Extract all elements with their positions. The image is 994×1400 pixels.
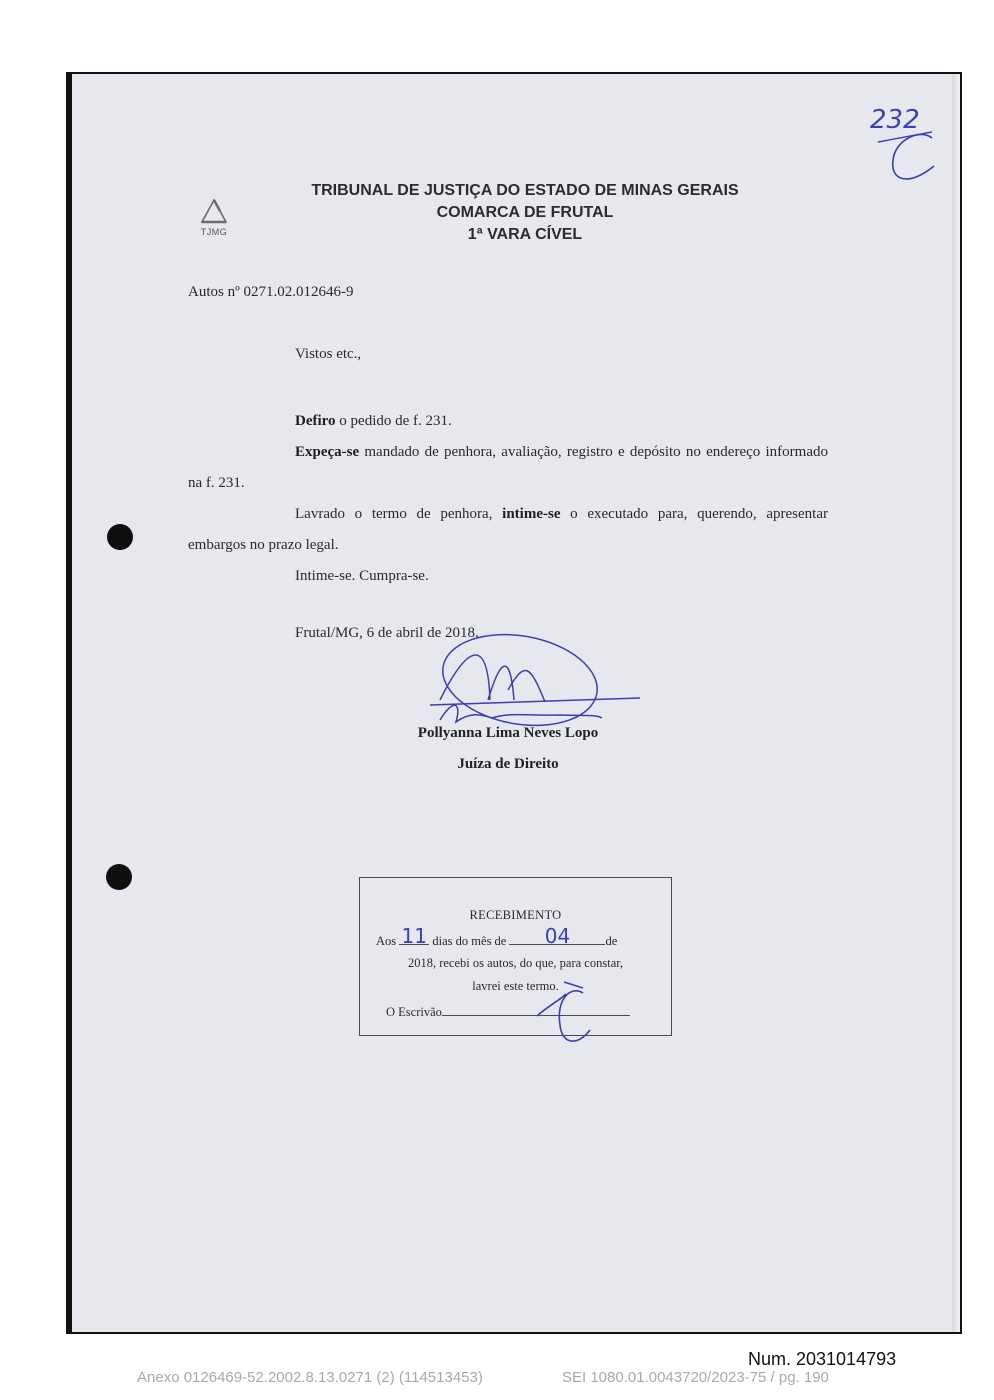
opening-line: Vistos etc., <box>295 346 362 362</box>
paragraph-intime: Intime-se. Cumpra-se. <box>295 568 429 584</box>
stamp-text: de <box>605 934 618 948</box>
paragraph-lavrado <box>188 499 828 561</box>
stamp-text: Aos <box>376 934 397 948</box>
signature-block <box>380 718 636 780</box>
handwritten-day: 11 <box>401 924 427 948</box>
logo-label: TJMG <box>200 227 228 237</box>
case-number: Autos nº 0271.02.012646-9 <box>188 284 354 300</box>
signer-name: Pollyanna Lima Neves Lopo <box>417 725 599 741</box>
punch-hole <box>106 864 132 890</box>
signer-role: Juíza de Direito <box>457 756 559 772</box>
punch-hole <box>107 524 133 550</box>
paragraph-text: mandado de penhora, avaliação, registro e depósito no endereço informado na f. 231. <box>188 444 828 491</box>
clerk-signature-field <box>442 1003 630 1016</box>
document-number: Num. 2031014793 <box>748 1349 897 1369</box>
handwritten-month: 04 <box>544 924 571 948</box>
tjmg-triangle-logo-icon <box>199 198 229 226</box>
stamp-text: dias do mês de <box>432 934 507 948</box>
receipt-stamp <box>359 877 672 1036</box>
court-name: TRIBUNAL DE JUSTIÇA DO ESTADO DE MINAS GERAIS <box>311 182 739 199</box>
day-field <box>399 924 429 948</box>
stamp-date-line <box>376 924 658 949</box>
comarca-name: COMARCA DE FRUTAL <box>436 204 614 221</box>
date-line: Frutal/MG, 6 de abril de 2018. <box>295 625 479 641</box>
month-field <box>509 924 605 948</box>
stamp-title: RECEBIMENTO <box>469 908 562 922</box>
page-mark: 232 <box>870 105 920 135</box>
stamp-text: lavrei este termo. <box>472 979 559 993</box>
vara-name: 1ª VARA CÍVEL <box>467 226 583 243</box>
page-edge <box>952 74 960 1332</box>
stamp-text: 2018, recebi os autos, do que, para constar, <box>407 956 624 970</box>
bold-term: intime-se <box>502 506 561 522</box>
stamp-text: O Escrivão <box>386 1005 442 1019</box>
stamp-clerk-line <box>386 1003 648 1020</box>
paragraph-text: o executado para, querendo, apresentar embargos no prazo legal. <box>188 506 828 553</box>
document-page <box>72 74 952 1332</box>
footer-annex: Anexo 0126469-52.2002.8.13.0271 (2) (114513453) <box>137 1369 483 1386</box>
tjmg-logo <box>196 198 232 242</box>
bold-term: Defiro <box>295 413 336 429</box>
paragraph-text: o pedido de f. 231. <box>335 413 452 429</box>
bold-term: Expeça-se <box>295 444 360 460</box>
paragraph-text: Lavrado o termo de penhora, <box>295 506 503 522</box>
paragraph-defiro <box>188 406 828 437</box>
footer-sei: SEI 1080.01.0043720/2023-75 / pg. 190 <box>562 1369 829 1386</box>
paragraph-expeca <box>188 437 828 499</box>
court-header <box>250 180 800 246</box>
decision-body <box>188 406 828 592</box>
